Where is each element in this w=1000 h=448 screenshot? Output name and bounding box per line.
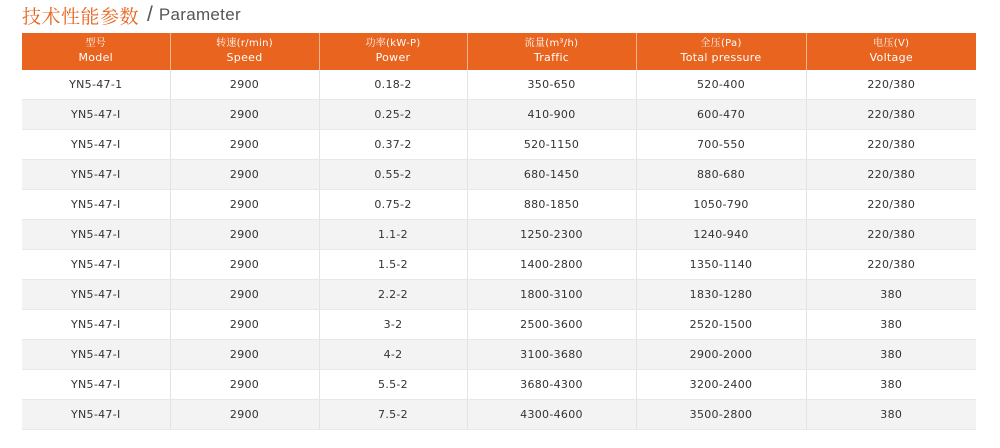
- cell-model: YN5-47-I: [22, 280, 170, 310]
- table-row: [22, 310, 976, 340]
- cell-traffic: 1250-2300: [467, 220, 636, 250]
- header-row: [22, 33, 976, 70]
- cell-power: 0.37-2: [319, 130, 467, 160]
- column-header-power: [319, 33, 467, 70]
- cell-total-pressure: 2520-1500: [636, 310, 806, 340]
- column-header-cn: 电压(V): [873, 38, 910, 50]
- page-heading: [22, 0, 241, 30]
- column-header-cn: 型号: [85, 38, 107, 50]
- cell-traffic: 3680-4300: [467, 370, 636, 400]
- cell-model: YN5-47-I: [22, 160, 170, 190]
- cell-total-pressure: 600-470: [636, 100, 806, 130]
- cell-power: 2.2-2: [319, 280, 467, 310]
- cell-speed: 2900: [170, 160, 319, 190]
- cell-speed: 2900: [170, 340, 319, 370]
- heading-title-en: Parameter: [158, 5, 241, 24]
- table-row: [22, 100, 976, 130]
- cell-total-pressure: 3500-2800: [636, 400, 806, 430]
- cell-total-pressure: 2900-2000: [636, 340, 806, 370]
- table-row: [22, 220, 976, 250]
- cell-total-pressure: 1050-790: [636, 190, 806, 220]
- column-header-cn: 转速(r/min): [216, 38, 273, 50]
- table-row: [22, 70, 976, 100]
- cell-traffic: 3100-3680: [467, 340, 636, 370]
- cell-traffic: 1800-3100: [467, 280, 636, 310]
- table-row: [22, 280, 976, 310]
- table-row: [22, 400, 976, 430]
- cell-traffic: 2500-3600: [467, 310, 636, 340]
- cell-model: YN5-47-I: [22, 250, 170, 280]
- cell-voltage: 380: [806, 370, 976, 400]
- heading-separator: /: [147, 3, 153, 26]
- cell-power: 1.1-2: [319, 220, 467, 250]
- parameter-table-body: [22, 70, 976, 430]
- cell-speed: 2900: [170, 100, 319, 130]
- column-header-en: Voltage: [869, 50, 913, 64]
- cell-model: YN5-47-I: [22, 370, 170, 400]
- cell-voltage: 220/380: [806, 250, 976, 280]
- column-header-speed: [170, 33, 319, 70]
- table-row: [22, 370, 976, 400]
- column-header-cn: 流量(m³/h): [524, 38, 579, 50]
- column-header-cn: 功率(kW-P): [365, 38, 421, 50]
- cell-voltage: 220/380: [806, 220, 976, 250]
- cell-speed: 2900: [170, 370, 319, 400]
- cell-voltage: 380: [806, 340, 976, 370]
- column-header-en: Total pressure: [680, 50, 762, 64]
- cell-power: 0.75-2: [319, 190, 467, 220]
- column-header-cn: 全压(Pa): [700, 38, 742, 50]
- table-row: [22, 130, 976, 160]
- cell-model: YN5-47-I: [22, 190, 170, 220]
- cell-speed: 2900: [170, 220, 319, 250]
- column-header-en: Model: [78, 50, 114, 64]
- cell-traffic: 1400-2800: [467, 250, 636, 280]
- cell-model: YN5-47-I: [22, 100, 170, 130]
- column-header-voltage: [806, 33, 976, 70]
- cell-model: YN5-47-I: [22, 130, 170, 160]
- cell-power: 5.5-2: [319, 370, 467, 400]
- cell-voltage: 380: [806, 310, 976, 340]
- cell-model: YN5-47-I: [22, 400, 170, 430]
- cell-voltage: 220/380: [806, 130, 976, 160]
- cell-power: 0.55-2: [319, 160, 467, 190]
- cell-total-pressure: 1240-940: [636, 220, 806, 250]
- cell-voltage: 220/380: [806, 70, 976, 100]
- cell-power: 3-2: [319, 310, 467, 340]
- cell-total-pressure: 520-400: [636, 70, 806, 100]
- column-header-model: [22, 33, 170, 70]
- table-row: [22, 340, 976, 370]
- cell-traffic: 680-1450: [467, 160, 636, 190]
- heading-title-cn: 技术性能参数: [22, 5, 140, 28]
- cell-voltage: 220/380: [806, 190, 976, 220]
- cell-traffic: 4300-4600: [467, 400, 636, 430]
- cell-power: 1.5-2: [319, 250, 467, 280]
- cell-traffic: 520-1150: [467, 130, 636, 160]
- cell-speed: 2900: [170, 310, 319, 340]
- parameter-table: [22, 33, 976, 430]
- cell-traffic: 350-650: [467, 70, 636, 100]
- cell-speed: 2900: [170, 280, 319, 310]
- cell-power: 0.18-2: [319, 70, 467, 100]
- column-header-traffic: [467, 33, 636, 70]
- cell-voltage: 380: [806, 400, 976, 430]
- cell-traffic: 880-1850: [467, 190, 636, 220]
- parameter-table-header: [22, 33, 976, 70]
- cell-speed: 2900: [170, 130, 319, 160]
- cell-model: YN5-47-I: [22, 340, 170, 370]
- cell-speed: 2900: [170, 250, 319, 280]
- table-row: [22, 190, 976, 220]
- table-row: [22, 160, 976, 190]
- cell-model: YN5-47-I: [22, 310, 170, 340]
- cell-power: 4-2: [319, 340, 467, 370]
- cell-speed: 2900: [170, 190, 319, 220]
- cell-model: YN5-47-I: [22, 220, 170, 250]
- cell-model: YN5-47-1: [22, 70, 170, 100]
- cell-total-pressure: 3200-2400: [636, 370, 806, 400]
- column-header-en: Speed: [226, 50, 263, 64]
- cell-speed: 2900: [170, 70, 319, 100]
- cell-voltage: 380: [806, 280, 976, 310]
- column-header-en: Traffic: [533, 50, 570, 64]
- cell-total-pressure: 1830-1280: [636, 280, 806, 310]
- cell-power: 0.25-2: [319, 100, 467, 130]
- cell-traffic: 410-900: [467, 100, 636, 130]
- cell-voltage: 220/380: [806, 160, 976, 190]
- column-header-en: Power: [375, 50, 411, 64]
- cell-speed: 2900: [170, 400, 319, 430]
- table-row: [22, 250, 976, 280]
- cell-total-pressure: 700-550: [636, 130, 806, 160]
- column-header-total-pressure: [636, 33, 806, 70]
- cell-power: 7.5-2: [319, 400, 467, 430]
- cell-voltage: 220/380: [806, 100, 976, 130]
- cell-total-pressure: 1350-1140: [636, 250, 806, 280]
- cell-total-pressure: 880-680: [636, 160, 806, 190]
